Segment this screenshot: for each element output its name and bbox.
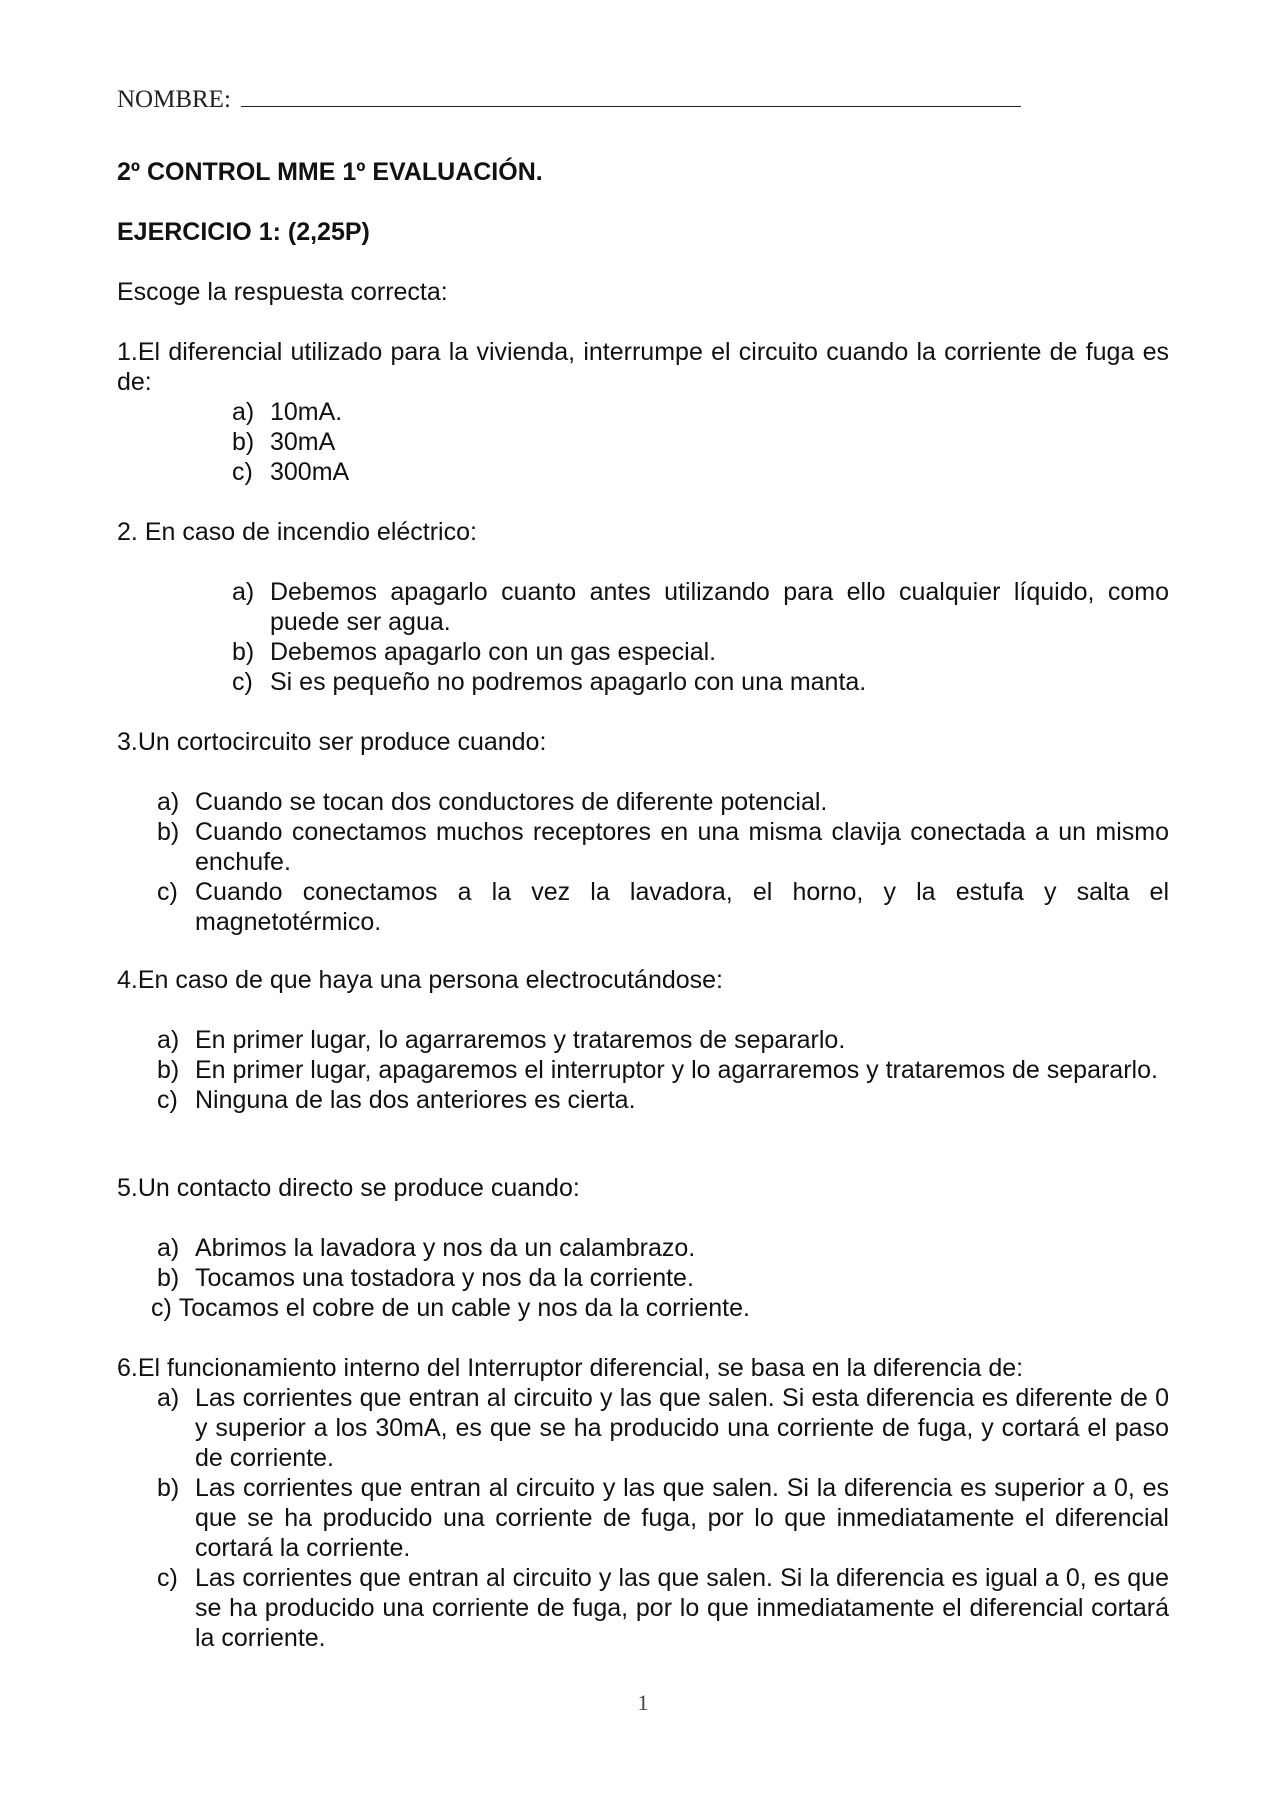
question-prompt: En caso de que haya una persona electrocutándose: — [137, 966, 724, 994]
question-5-text — [117, 1173, 1169, 1203]
question-2 — [117, 517, 1169, 697]
option-c: c) Si es pequeño no podremos apagarlo con una manta. — [232, 668, 867, 696]
option-c: c) Las corrientes que entran al circuito y las que salen. Si la diferencia es igual a 0, es que se ha producido una corriente de fuga, por lo que inmediatamente el diferencial cortará la corriente. — [157, 1564, 1169, 1652]
option-b: b) Tocamos una tostadora y nos da la corriente. — [157, 1264, 694, 1292]
exercise-heading: EJERCICIO 1: (2,25P) — [117, 218, 370, 246]
option-b: b) Debemos apagarlo con un gas especial. — [232, 638, 717, 666]
question-number: 5. — [117, 1174, 138, 1202]
question-number: 4. — [117, 966, 138, 994]
question-number: 2. — [117, 518, 138, 546]
option-b: b) 30mA — [232, 428, 336, 456]
question-number: 1. — [117, 338, 138, 366]
page-number: 1 — [637, 1690, 649, 1715]
exam-title: 2º CONTROL MME 1º EVALUACIÓN. — [117, 158, 543, 186]
option-a: a) En primer lugar, lo agarraremos y trataremos de separarlo. — [157, 1026, 846, 1054]
question-3-text — [117, 727, 1169, 757]
question-number: 6. — [117, 1354, 138, 1382]
option-a: a) 10mA. — [232, 398, 343, 426]
question-1 — [117, 337, 1169, 487]
option-a: a) Las corrientes que entran al circuito y las que salen. Si esta diferencia es diferente de 0 y superior a los 30mA, es que se ha producido una corriente de fuga, y cortará el paso de corriente. — [157, 1384, 1169, 1472]
question-prompt: Un cortocircuito ser produce cuando: — [137, 728, 547, 756]
question-6-text — [117, 1353, 1169, 1383]
name-label: NOMBRE: — [117, 86, 231, 113]
question-4 — [117, 965, 1169, 1115]
question-2-options — [232, 577, 1169, 697]
question-number: 3. — [117, 728, 138, 756]
option-c: c) Cuando conectamos a la vez la lavadora, el horno, y la estufa y salta el magnetotérmico. — [157, 878, 1169, 936]
question-prompt: El diferencial utilizado para la vivienda, interrumpe el circuito cuando la corriente de fuga es de: — [117, 338, 1169, 396]
question-6 — [117, 1353, 1169, 1653]
question-5 — [117, 1173, 1169, 1323]
option-b: b) Las corrientes que entran al circuito y las que salen. Si la diferencia es superior a 0, es que se ha producido una corriente de fuga, por lo que inmediatamente el diferencial cortará la corriente. — [157, 1474, 1169, 1562]
option-c: c) 300mA — [232, 458, 350, 486]
option-b: b) Cuando conectamos muchos receptores en una misma clavija conectada a un mismo enchufe. — [157, 818, 1169, 876]
option-c: c) Ninguna de las dos anteriores es cierta. — [157, 1086, 636, 1114]
option-a: a) Cuando se tocan dos conductores de diferente potencial. — [157, 788, 828, 816]
name-blank-line[interactable] — [241, 78, 1021, 107]
question-3 — [117, 727, 1169, 937]
question-prompt: Un contacto directo se produce cuando: — [137, 1174, 580, 1202]
question-prompt: En caso de incendio eléctrico: — [144, 518, 477, 546]
question-3-options — [157, 787, 1169, 937]
question-2-text — [117, 517, 1169, 547]
question-5-options — [151, 1233, 1169, 1323]
option-a: a) Abrimos la lavadora y nos da un calambrazo. — [157, 1234, 696, 1262]
question-4-text — [117, 965, 1169, 995]
question-6-options — [157, 1383, 1169, 1653]
question-4-options — [157, 1025, 1169, 1115]
option-a: a) Debemos apagarlo cuanto antes utilizando para ello cualquier líquido, como puede ser agua. — [232, 578, 1169, 636]
question-prompt: El funcionamiento interno del Interruptor diferencial, se basa en la diferencia de: — [137, 1354, 1024, 1382]
name-field-row — [117, 78, 1021, 115]
option-c: c) Tocamos el cobre de un cable y nos da la corriente. — [151, 1294, 750, 1322]
question-1-text — [117, 337, 1169, 397]
instruction-text: Escoge la respuesta correcta: — [117, 278, 448, 306]
option-b: b) En primer lugar, apagaremos el interruptor y lo agarraremos y trataremos de separarlo. — [157, 1056, 1158, 1084]
question-1-options — [232, 397, 1169, 487]
